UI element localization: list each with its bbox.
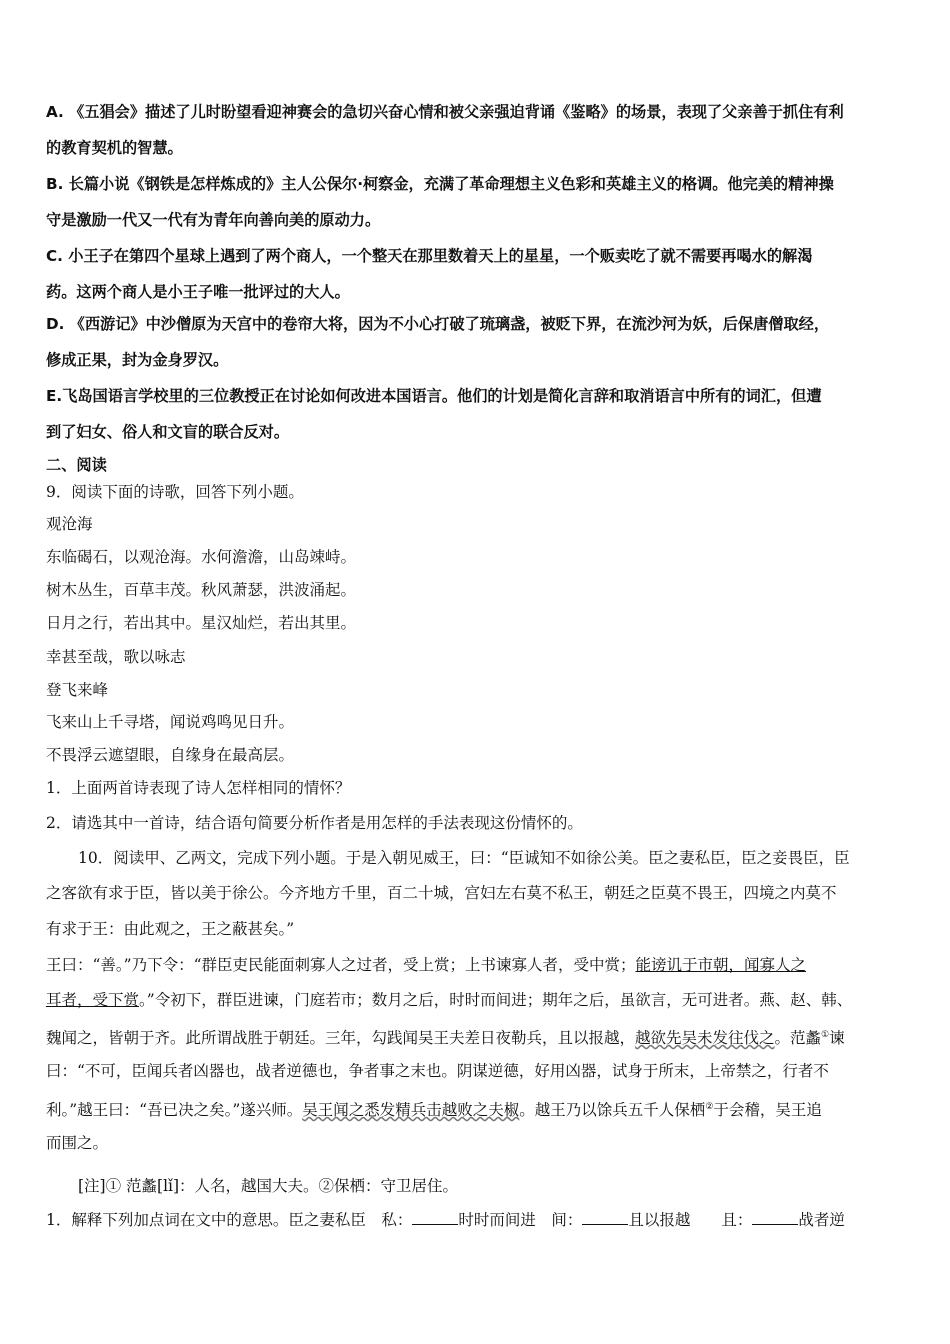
footnote-mark: ② (705, 1102, 714, 1112)
underlined-text: 能谤讥于市朝，闻寡人之 (635, 956, 807, 974)
poem1-line: 树木丛生，百草丰茂。秋风萧瑟，洪波涌起。 (46, 581, 357, 599)
q9-sub1: 1．上面两首诗表现了诗人怎样相同的情怀？ (46, 779, 351, 797)
footnote-mark: ① (821, 1030, 830, 1040)
text: 。范蠡 (774, 1029, 822, 1048)
text: 且以报越 且： (628, 1211, 753, 1229)
poem1-line: 东临碣石，以观沧海。水何澹澹，山岛竦峙。 (46, 548, 357, 566)
underlined-text: 耳者，受下赏 (46, 991, 140, 1009)
text: 时时而间进 间： (458, 1211, 583, 1229)
text: 。”令初下，群臣进谏，门庭若市；数月之后，时时而间进；期年之后，虽欲言，无可进者。燕、赵、韩、 (139, 991, 853, 1009)
q10-line (46, 1025, 845, 1048)
q10-note: [注]① 范蠡[lǐ]：人名，越国大夫。②保栖：守卫居住。 (78, 1177, 459, 1195)
q10-line: 之客欲有求于臣，皆以美于徐公。今齐地方千里，百二十城，宫妇左右莫不私王，朝廷之臣莫不畏王，四境之内莫不 (46, 884, 837, 902)
q9-sub2: 2．请选其中一首诗，结合语句简要分析作者是用怎样的手法表现这份情怀的。 (46, 814, 583, 832)
option-c-line2: 药。这两个商人是小王子唯一批评过的大人。 (46, 283, 350, 301)
poem1-line: 幸甚至哉，歌以咏志 (46, 648, 186, 666)
wavy-underlined-text: 越欲先吴未发往伐之 (635, 1029, 775, 1048)
poem2-line: 飞来山上千寻塔，闻说鸡鸣见日升。 (46, 713, 295, 731)
option-e-line2: 到了妇女、俗人和文盲的联合反对。 (46, 423, 289, 441)
text: 利。”越王曰：“吾已决之矣。”遂兴师。 (46, 1101, 303, 1120)
text: 战者逆 (798, 1211, 845, 1229)
option-d-line1: D. 《西游记》中沙僧原为天宫中的卷帘大将，因为不小心打破了琉璃盏，被贬下界，在流沙河为妖，后保唐僧取经， (46, 315, 830, 333)
option-b-line1: B. 长篇小说《钢铁是怎样炼成的》主人公保尔·柯察金，充满了革命理想主义色彩和英雄主义的格调。他完美的精神操 (46, 175, 834, 193)
q10-line (46, 955, 806, 975)
q10-line: 有求于王：由此观之，王之蔽甚矣。” (46, 920, 295, 938)
q10-line (46, 1097, 822, 1120)
answer-blank[interactable] (582, 1210, 628, 1225)
text: 王曰：“善。”乃下令：“群臣吏民能面刺寡人之过者，受上赏；上书谏寡人者，受中赏； (46, 956, 636, 974)
option-a-line1: A. 《五猖会》描述了儿时盼望看迎神赛会的急切兴奋心情和被父亲强迫背诵《鉴略》的场景，表现了父亲善于抓住有利 (46, 103, 844, 121)
section-title: 二、阅读 (46, 456, 107, 474)
option-a-line2: 的教育契机的智慧。 (46, 139, 183, 157)
q10-line: 10．阅读甲、乙两文，完成下列小题。于是入朝见威王，曰：“臣诚知不如徐公美。臣之妻私臣，臣之妾畏臣，臣 (78, 849, 850, 867)
text: 于会稽，吴王追 (713, 1101, 822, 1120)
wavy-underlined-text: 吴王闻之悉发精兵击越败之夫椒 (302, 1101, 520, 1120)
text: 。越王乃以馀兵五千人保栖 (519, 1101, 706, 1120)
q9-prompt: 9．阅读下面的诗歌，回答下列小题。 (46, 483, 304, 501)
text: 1．解释下列加点词在文中的意思。臣之妻私臣 私： (46, 1211, 413, 1229)
q10-line (46, 990, 852, 1010)
answer-blank[interactable] (752, 1210, 798, 1225)
option-e-line1: E.飞岛国语言学校里的三位教授正在讨论如何改进本国语言。他们的计划是简化言辞和取消语言中所有的词汇，但遭 (46, 387, 822, 405)
option-b-line2: 守是激励一代又一代有为青年向善向美的原动力。 (46, 211, 381, 229)
poem2-line: 不畏浮云遮望眼，自缘身在最高层。 (46, 746, 295, 764)
answer-blank[interactable] (412, 1210, 458, 1225)
q10-line: 曰：“不可，臣闻兵者凶器也，战者逆德也，争者事之末也。阴谋逆德，好用凶器，试身于所末，上帝禁之，行者不 (46, 1062, 829, 1080)
poem2-title: 登飞来峰 (46, 681, 109, 699)
q10-sub1 (46, 1210, 845, 1230)
text: 魏闻之，皆朝于齐。此所谓战胜于朝廷。三年，勾践闻吴王夫差日夜勒兵，且以报越， (46, 1029, 636, 1048)
poem1-title: 观沧海 (46, 515, 93, 533)
option-c-line1: C. 小王子在第四个星球上遇到了两个商人，一个整天在那里数着天上的星星，一个贩卖吃了就不需要再喝水的解渴 (46, 247, 813, 265)
q10-line: 而围之。 (46, 1134, 109, 1152)
poem1-line: 日月之行，若出其中。星汉灿烂，若出其里。 (46, 614, 357, 632)
text: 谏 (829, 1029, 845, 1048)
option-d-line2: 修成正果，封为金身罗汉。 (46, 351, 229, 369)
